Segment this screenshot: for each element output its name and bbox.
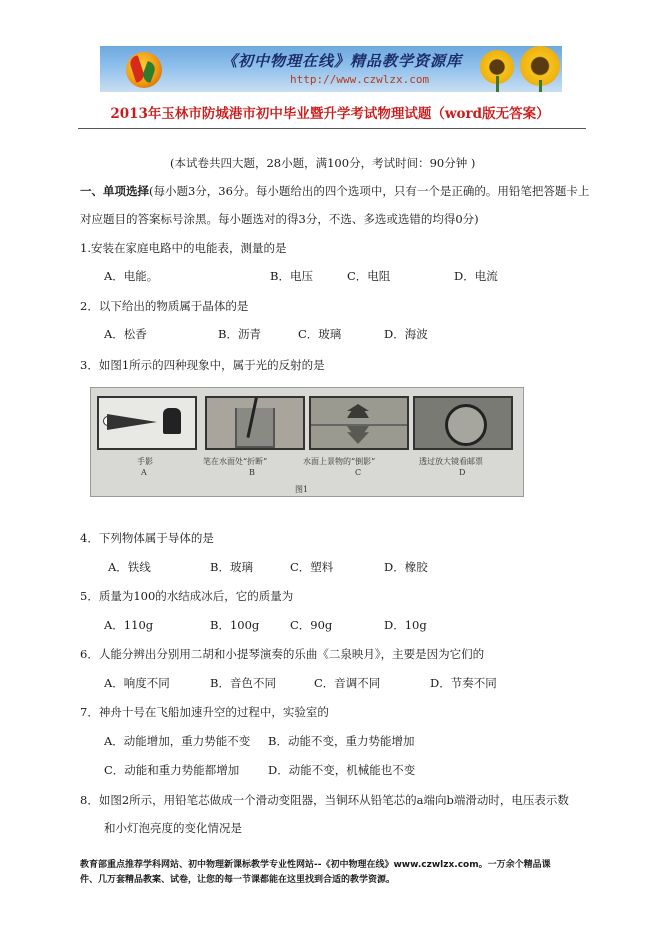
section-heading-line <box>80 184 589 198</box>
question-1-option-d: D．电流 <box>454 269 498 283</box>
title-divider <box>78 128 586 129</box>
figure-caption-a: 手影 <box>137 457 153 466</box>
question-2-stem: 2．以下给出的物质属于晶体的是 <box>80 299 249 313</box>
question-7-stem: 7．神舟十号在飞船加速升空的过程中，实验室的 <box>80 705 329 719</box>
question-4-option-a: A．铁线 <box>108 560 151 574</box>
figure-panel-c <box>309 396 409 450</box>
question-7-option-d: D．动能不变，机械能也不变 <box>268 763 416 777</box>
site-logo <box>126 52 162 88</box>
figure-caption-c: 水面上景物的“倒影” <box>303 457 376 466</box>
figure-1 <box>90 387 524 497</box>
question-2-option-b: B．沥青 <box>218 327 261 341</box>
question-1-option-c: C．电阻 <box>347 269 391 283</box>
question-1-option-a: A．电能。 <box>104 269 159 283</box>
question-8-stem-continued: 和小灯泡亮度的变化情况是 <box>104 821 242 835</box>
question-1-option-b: B．电压 <box>270 269 313 283</box>
question-5-option-a: A．110g <box>104 618 154 632</box>
banner-url: http://www.czwlzx.com <box>290 73 430 86</box>
question-7-option-a: A．动能增加，重力势能不变 <box>104 734 251 748</box>
question-5-option-b: B．100g <box>210 618 260 632</box>
figure-letter-a: A <box>141 468 147 477</box>
section-heading: 一、单项选择 <box>80 184 149 198</box>
footer-line-2: 件、几万套精品教案、试卷，让您的每一节课都能在这里找到合适的教学资源。 <box>80 875 396 885</box>
question-6-option-a: A．响度不同 <box>104 676 170 690</box>
question-3-stem: 3．如图1所示的四种现象中，属于光的反射的是 <box>80 358 325 372</box>
figure-letter-d: D <box>459 468 466 477</box>
figure-letter-c: C <box>355 468 362 477</box>
site-banner <box>100 46 562 92</box>
question-2-option-a: A．松香 <box>104 327 147 341</box>
question-4-option-b: B．玻璃 <box>210 560 253 574</box>
section-description: (每小题3分，36分。每小题给出的四个选项中，只有一个是正确的。用铅笔把答题卡上 <box>149 184 590 198</box>
question-4-option-c: C．塑料 <box>290 560 334 574</box>
question-7-option-c: C．动能和重力势能都增加 <box>104 763 240 777</box>
figure-label: 图1 <box>295 485 309 494</box>
question-4-option-d: D．橡胶 <box>384 560 428 574</box>
figure-letter-b: B <box>249 468 255 477</box>
figure-panel-d <box>413 396 513 450</box>
question-5-option-c: C．90g <box>290 618 333 632</box>
question-5-stem: 5．质量为100的水结成冰后，它的质量为 <box>80 589 294 603</box>
question-4-stem: 4．下列物体属于导体的是 <box>80 531 214 545</box>
question-6-stem: 6．人能分辨出分别用二胡和小提琴演奏的乐曲《二泉映月》，主要是因为它们的 <box>80 647 485 661</box>
footer-line-1: 教育部重点推荐学科网站、初中物理新课标教学专业性网站--《初中物理在线》www.czwlzx.com。一万余个精品课 <box>80 860 551 870</box>
question-6-option-d: D．节奏不同 <box>430 676 497 690</box>
question-5-option-d: D．10g <box>384 618 427 632</box>
question-1-stem: 1.安装在家庭电路中的电能表，测量的是 <box>80 241 287 255</box>
figure-caption-d: 透过放大镜看邮票 <box>419 457 483 466</box>
section-description-continued: 对应题目的答案标号涂黑。每小题选对的得3分，不选、多选或选错的均得0分) <box>80 212 479 226</box>
question-6-option-b: B．音色不同 <box>210 676 276 690</box>
question-6-option-c: C．音调不同 <box>314 676 381 690</box>
figure-panel-b <box>205 396 305 450</box>
banner-title: 《初中物理在线》精品教学资源库 <box>222 52 463 70</box>
document-title: 2013年玉林市防城港市初中毕业暨升学考试物理试题（word版无答案） <box>110 106 550 122</box>
question-2-option-c: C．玻璃 <box>298 327 342 341</box>
figure-caption-b: 笔在水面处“折断” <box>203 457 268 466</box>
question-7-option-b: B．动能不变，重力势能增加 <box>268 734 415 748</box>
figure-panel-a <box>97 396 197 450</box>
question-8-stem: 8．如图2所示，用铅笔芯做成一个滑动变阻器，当铜环从铅笔芯的a端向b端滑动时，电压表示数 <box>80 793 569 807</box>
exam-info: (本试卷共四大题，28小题，满100分，考试时间：90分钟 ) <box>170 156 476 170</box>
question-2-option-d: D．海波 <box>384 327 428 341</box>
